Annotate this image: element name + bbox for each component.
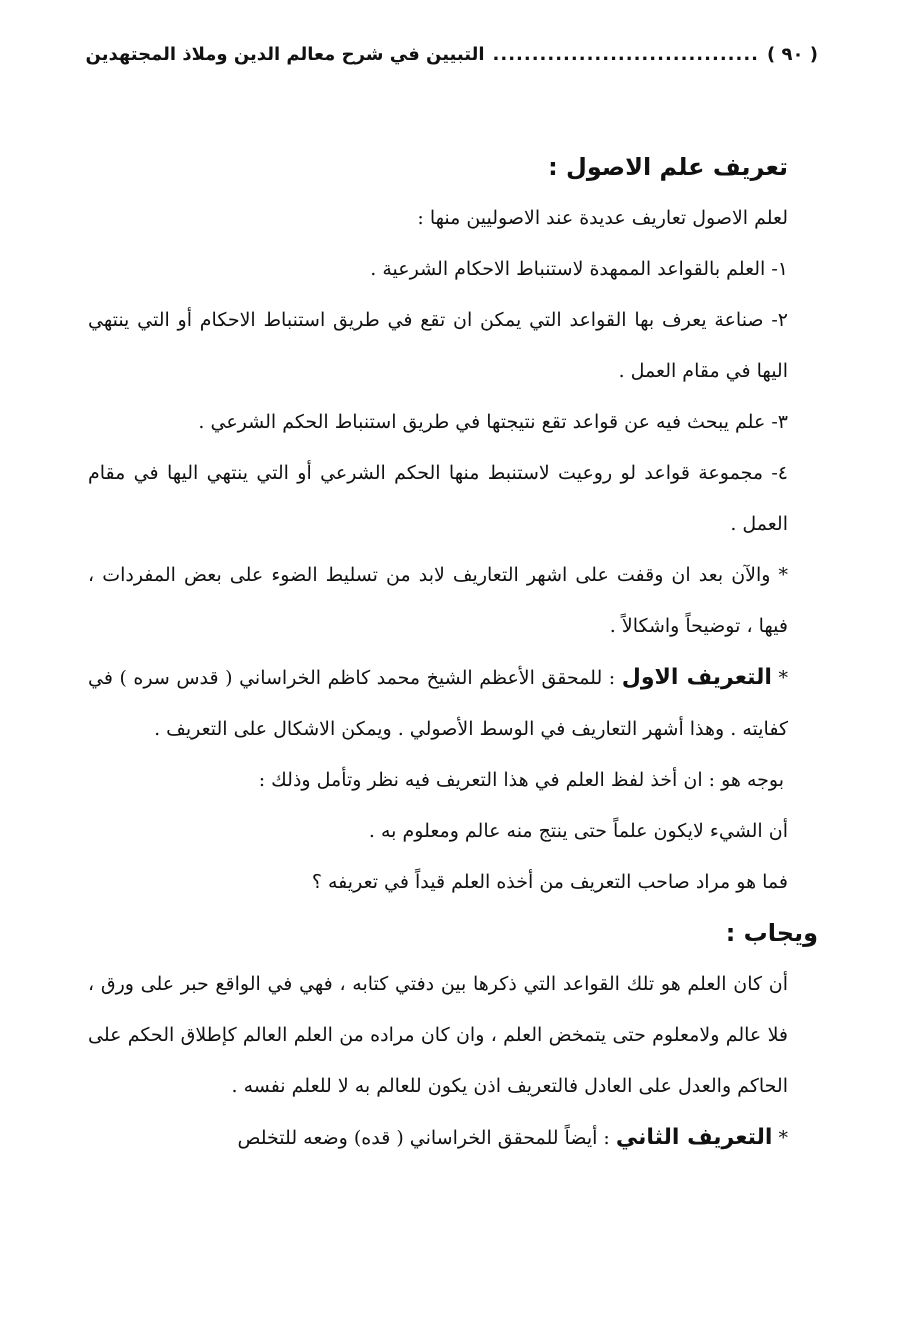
first-definition-paragraph: [88, 652, 818, 755]
objection-line-2: أن الشيء لايكون علماً حتى ينتج منه عالم ومعلوم به .: [368, 820, 788, 842]
page-body: [88, 142, 818, 1164]
running-header: [85, 44, 818, 84]
objection-line-1: بوجه هو : ان أخذ لفظ العلم في هذا التعريف فيه نظر وتأمل وذلك :: [258, 769, 784, 791]
answer-heading: ويجاب :: [725, 919, 818, 947]
bullet-star: *: [772, 1127, 788, 1149]
definition-item-4: ٤- مجموعة قواعد لو روعيت لاستنبط منها الحكم الشرعي أو التي ينتهي اليها في مقام العمل .: [88, 462, 788, 535]
bullet-star: *: [771, 667, 788, 689]
section-title: تعريف علم الاصول :: [548, 153, 788, 181]
second-definition-term: التعريف الثاني: [615, 1125, 773, 1150]
book-title: التبيين في شرح معالم الدين وملاذ المجتهدين: [85, 44, 485, 65]
definition-item-1: ١- العلم بالقواعد الممهدة لاستنباط الاحكام الشرعية .: [370, 258, 788, 280]
objection-line-3: فما هو مراد صاحب التعريف من أخذه العلم قيداً في تعريفه ؟: [311, 871, 788, 893]
intro-line: لعلم الاصول تعاريف عديدة عند الاصوليين منها :: [417, 207, 788, 229]
second-definition-paragraph: [88, 1112, 818, 1164]
header-dot-leader: ..................................: [492, 44, 760, 65]
first-definition-term: التعريف الاول: [621, 665, 772, 690]
definition-item-2: ٢- صناعة يعرف بها القواعد التي يمكن ان تقع في طريق استنباط الاحكام أو التي ينتهي اليها في مقام العمل .: [88, 309, 788, 382]
document-page: [85, 44, 818, 1164]
page-number: ( ٩٠ ): [767, 44, 818, 65]
second-definition-text: : أيضاً للمحقق الخراساني ( قده) وضعه للتخلص: [237, 1127, 616, 1149]
first-definition-text: : للمحقق الأعظم الشيخ محمد كاظم الخراساني ( قدس سره ) في كفايته . وهذا أشهر التعاريف في الوسط الأصولي . ويمكن الاشكال على التعريف .: [88, 667, 788, 740]
definition-item-3: ٣- علم يبحث فيه عن قواعد تقع نتيجتها في طريق استنباط الحكم الشرعي .: [198, 411, 788, 433]
note-paragraph: * والآن بعد ان وقفت على اشهر التعاريف لابد من تسليط الضوء على بعض المفردات ، فيها ، توضيحاً واشكالاً .: [88, 564, 788, 637]
answer-paragraph: أن كان العلم هو تلك القواعد التي ذكرها بين دفتي كتابه ، فهي في الواقع حبر على ورق ، فلا عالم ولامعلوم حتى يتمخض العلم ، وان كان مراده من العلم العالم كإطلاق الحكم على الحاكم والعدل على العادل فالتعريف اذن يكون للعالم به لا للعلم نفسه .: [88, 973, 788, 1097]
